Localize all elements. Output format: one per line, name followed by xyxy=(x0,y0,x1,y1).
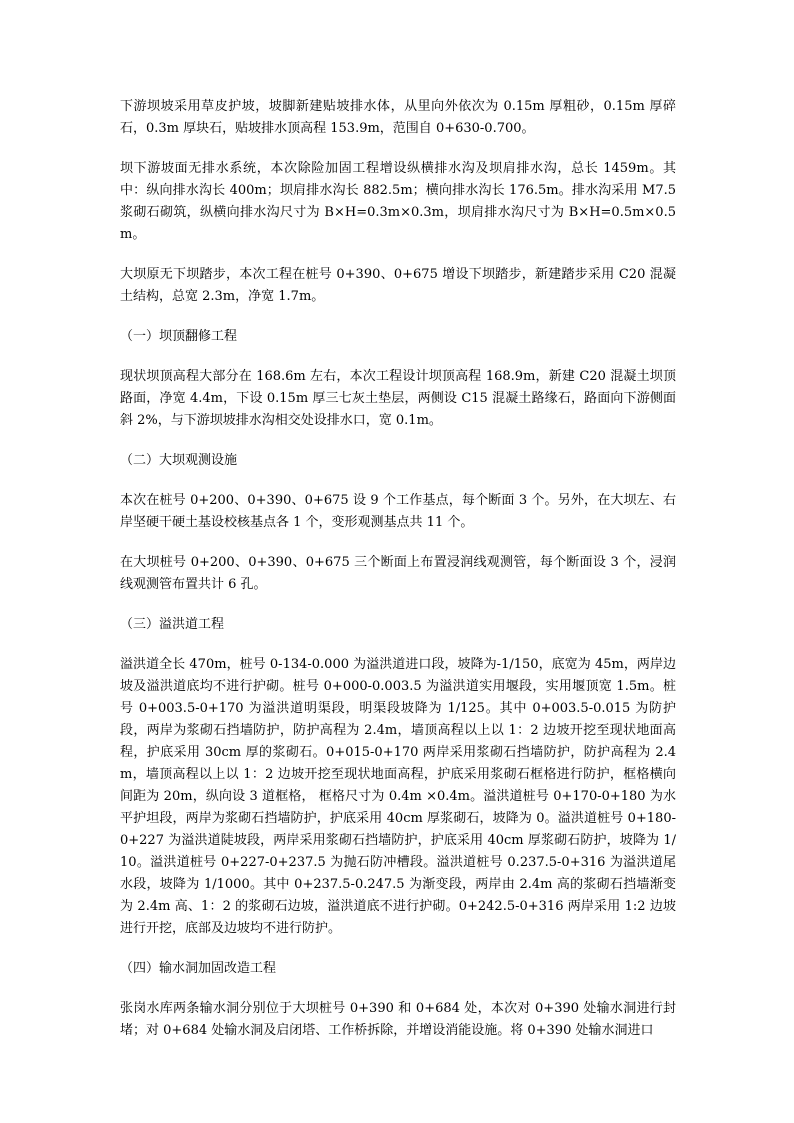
section-heading-dam-crest: （一）坝顶翻修工程 xyxy=(120,329,238,344)
section-heading-observation: （二）大坝观测设施 xyxy=(120,453,238,468)
section-heading-outlet-tunnel: （四）输水洞加固改造工程 xyxy=(120,961,277,976)
paragraph-seepage-tubes: 在大坝桩号 0+200、0+390、0+675 三个断面上布置浸润线观测管，每个断面设 3 个，浸润线观测管布置共计 6 孔。 xyxy=(120,555,676,592)
paragraph-work-base-points: 本次在桩号 0+200、0+390、0+675 设 9 个工作基点，每个断面 3 个。另外，在大坝左、右岸坚硬干硬土基设校核基点各 1 个，变形观测基点共 11 个。 xyxy=(120,493,676,530)
paragraph-outlet-tunnel: 张岗水库两条输水洞分别位于大坝桩号 0+390 和 0+684 处，本次对 0+390 处输水洞进行封堵；对 0+684 处输水洞及启闭塔、工作桥拆除，并增设消能设施。将 0+390 处输水洞进口 xyxy=(120,1001,676,1038)
paragraph-downstream-slope: 下游坝坡采用草皮护坡，坡脚新建贴坡排水体，从里向外依次为 0.15m 厚粗砂，0.15m 厚碎石，0.3m 厚块石，贴坡排水顶高程 153.9m，范围自 0+630-0.700。 xyxy=(120,99,676,136)
paragraph-spillway: 溢洪道全长 470m，桩号 0-134-0.000 为溢洪道进口段，坡降为-1/150，底宽为 45m，两岸边坡及溢洪道底均不进行护砌。桩号 0+000-0.003.5 为溢洪道实用堰段，实用堰顶宽 1.5m。桩号 0+003.5-0+170 为溢洪道明渠段，明渠段坡降为 1/125。其中 0+003.5-0.015 为防护段，两岸为浆砌石挡墙防护，防护高程为 2.4m，墙顶高程以上以 1：2 边坡开挖至现状地面高程，护底采用 30cm 厚的浆砌石。0+015-0+170 两岸采用浆砌石挡墙防护，防护高程为 2.4m，墙顶高程以上以 1：2 边坡开挖至现状地面高程，护底采用浆砌石框格进行防护，框格横向间距为 20m，纵向设 3 道框格， 框格尺寸为 0.4m ×0.4m。溢洪道桩号 0+170-0+180 为水平护坦段，两岸为浆砌石挡墙防护，护底采用 40cm 厚浆砌石，坡降为 0。溢洪道桩号 0+180-0+227 为溢洪道陡坡段，两岸采用浆砌石挡墙防护，护底采用 40cm 厚浆砌石防护，坡降为 1/10。溢洪道桩号 0+227-0+237.5 为抛石防冲槽段。溢洪道桩号 0.237.5-0+316 为溢洪道尾水段，坡降为 1/1000。其中 0+237.5-0.247.5 为渐变段，两岸由 2.4m 高的浆砌石挡墙渐变为 2.4m 高、1：2 的浆砌石边坡，溢洪道底不进行护砌。0+242.5-0+316 两岸采用 1:2 边坡进行开挖，底部及边坡均不进行防护。 xyxy=(120,657,676,936)
section-heading-spillway: （三）溢洪道工程 xyxy=(120,617,225,632)
paragraph-dam-steps: 大坝原无下坝踏步，本次工程在桩号 0+390、0+675 增设下坝踏步，新建踏步采用 C20 混凝土结构，总宽 2.3m，净宽 1.7m。 xyxy=(120,267,676,304)
paragraph-drainage-system: 坝下游坡面无排水系统，本次除险加固工程增设纵横排水沟及坝肩排水沟，总长 1459m。其中：纵向排水沟长 400m；坝肩排水沟长 882.5m；横向排水沟长 176.5m。排水沟采用 M7.5 浆砌石砌筑，纵横向排水沟尺寸为 B×H=0.3m×0.3m，坝肩排水沟尺寸为 B×H=0.5m×0.5m。 xyxy=(120,161,676,242)
paragraph-dam-crest: 现状坝顶高程大部分在 168.6m 左右，本次工程设计坝顶高程 168.9m，新建 C20 混凝土坝顶路面，净宽 4.4m，下设 0.15m 厚三七灰土垫层，两侧设 C15 混凝土路缘石，路面向下游侧面斜 2%，与下游坝坡排水沟相交处设排水口，宽 0.1m。 xyxy=(120,369,676,428)
document-body xyxy=(120,96,676,1060)
